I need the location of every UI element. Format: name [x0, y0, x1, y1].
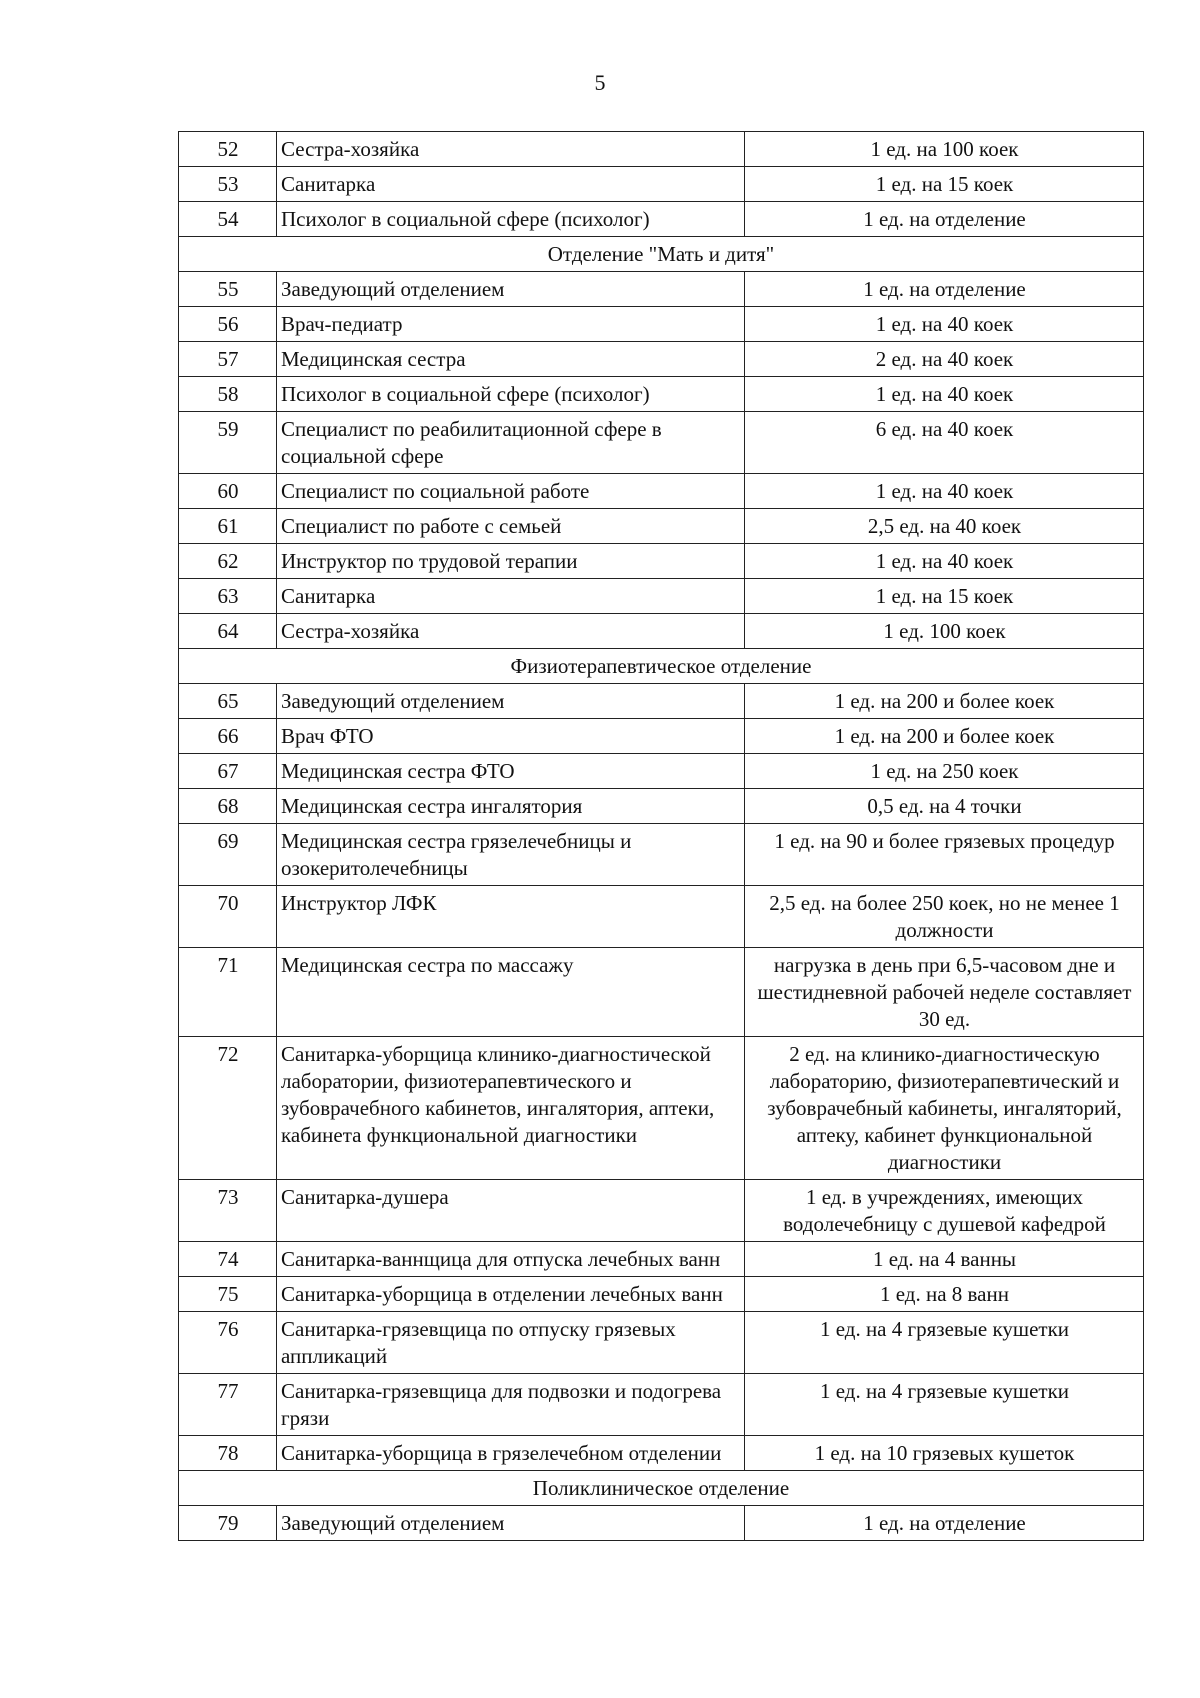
table-row: [179, 412, 1144, 474]
position-cell: Санитарка-уборщица клинико-диагностической лаборатории, физиотерапевтического и зубоврачебного кабинетов, ингалятория, аптеки, кабинета функциональной диагностики: [277, 1037, 745, 1180]
norm-cell: 1 ед. на 40 коек: [745, 307, 1144, 342]
row-number-cell: 58: [179, 377, 277, 412]
table-row: [179, 544, 1144, 579]
position-cell: Врач ФТО: [277, 719, 745, 754]
norm-cell: 1 ед. на 4 грязевые кушетки: [745, 1374, 1144, 1436]
position-cell: Заведующий отделением: [277, 1506, 745, 1541]
norm-cell: 2,5 ед. на 40 коек: [745, 509, 1144, 544]
table-row: [179, 1180, 1144, 1242]
section-title: Поликлиническое отделение: [179, 1471, 1144, 1506]
norm-cell: 1 ед. на отделение: [745, 1506, 1144, 1541]
section-header-row: [179, 1471, 1144, 1506]
norm-cell: 6 ед. на 40 коек: [745, 412, 1144, 474]
row-number-cell: 68: [179, 789, 277, 824]
norm-cell: 1 ед. на отделение: [745, 202, 1144, 237]
section-header-row: [179, 649, 1144, 684]
row-number-cell: 69: [179, 824, 277, 886]
row-number-cell: 72: [179, 1037, 277, 1180]
position-cell: Медицинская сестра по массажу: [277, 948, 745, 1037]
row-number-cell: 74: [179, 1242, 277, 1277]
row-number-cell: 66: [179, 719, 277, 754]
table-row: [179, 474, 1144, 509]
table-row: [179, 1277, 1144, 1312]
norm-cell: нагрузка в день при 6,5-часовом дне и шестидневной рабочей неделе составляет 30 ед.: [745, 948, 1144, 1037]
norm-cell: 1 ед. на 100 коек: [745, 132, 1144, 167]
table-row: [179, 1037, 1144, 1180]
table-body: [179, 132, 1144, 1541]
section-header-row: [179, 237, 1144, 272]
position-cell: Санитарка-душера: [277, 1180, 745, 1242]
norm-cell: 1 ед. на 15 коек: [745, 167, 1144, 202]
row-number-cell: 73: [179, 1180, 277, 1242]
row-number-cell: 63: [179, 579, 277, 614]
row-number-cell: 57: [179, 342, 277, 377]
position-cell: Психолог в социальной сфере (психолог): [277, 202, 745, 237]
row-number-cell: 61: [179, 509, 277, 544]
table-row: [179, 1242, 1144, 1277]
norm-cell: 1 ед. на 90 и более грязевых процедур: [745, 824, 1144, 886]
table-row: [179, 1506, 1144, 1541]
table-row: [179, 202, 1144, 237]
position-cell: Специалист по реабилитационной сфере в социальной сфере: [277, 412, 745, 474]
row-number-cell: 60: [179, 474, 277, 509]
table-row: [179, 1312, 1144, 1374]
norm-cell: 2 ед. на клинико-диагностическую лабораторию, физиотерапевтический и зубоврачебный кабинеты, ингаляторий, аптеку, кабинет функциональной диагностики: [745, 1037, 1144, 1180]
position-cell: Сестра-хозяйка: [277, 614, 745, 649]
position-cell: Заведующий отделением: [277, 684, 745, 719]
position-cell: Санитарка-уборщица в отделении лечебных ванн: [277, 1277, 745, 1312]
position-cell: Медицинская сестра грязелечебницы и озокеритолечебницы: [277, 824, 745, 886]
position-cell: Инструктор по трудовой терапии: [277, 544, 745, 579]
position-cell: Заведующий отделением: [277, 272, 745, 307]
table-row: [179, 1436, 1144, 1471]
row-number-cell: 54: [179, 202, 277, 237]
table-row: [179, 789, 1144, 824]
position-cell: Специалист по работе с семьей: [277, 509, 745, 544]
norm-cell: 1 ед. на 40 коек: [745, 377, 1144, 412]
table-row: [179, 132, 1144, 167]
row-number-cell: 77: [179, 1374, 277, 1436]
row-number-cell: 52: [179, 132, 277, 167]
table-row: [179, 579, 1144, 614]
table-row: [179, 886, 1144, 948]
table-row: [179, 377, 1144, 412]
table-row: [179, 824, 1144, 886]
row-number-cell: 71: [179, 948, 277, 1037]
row-number-cell: 62: [179, 544, 277, 579]
norm-cell: 1 ед. 100 коек: [745, 614, 1144, 649]
row-number-cell: 67: [179, 754, 277, 789]
position-cell: Медицинская сестра ФТО: [277, 754, 745, 789]
page-number: 5: [594, 70, 606, 95]
position-cell: Санитарка-грязевщица по отпуску грязевых аппликаций: [277, 1312, 745, 1374]
norm-cell: 1 ед. на отделение: [745, 272, 1144, 307]
position-cell: Санитарка-уборщица в грязелечебном отделении: [277, 1436, 745, 1471]
table-row: [179, 272, 1144, 307]
row-number-cell: 56: [179, 307, 277, 342]
row-number-cell: 70: [179, 886, 277, 948]
table-row: [179, 754, 1144, 789]
norm-cell: 1 ед. на 40 коек: [745, 474, 1144, 509]
table-row: [179, 1374, 1144, 1436]
norm-cell: 1 ед. на 10 грязевых кушеток: [745, 1436, 1144, 1471]
row-number-cell: 53: [179, 167, 277, 202]
row-number-cell: 59: [179, 412, 277, 474]
norm-cell: 1 ед. на 200 и более коек: [745, 719, 1144, 754]
position-cell: Психолог в социальной сфере (психолог): [277, 377, 745, 412]
norm-cell: 1 ед. в учреждениях, имеющих водолечебницу с душевой кафедрой: [745, 1180, 1144, 1242]
row-number-cell: 64: [179, 614, 277, 649]
section-title: Отделение "Мать и дитя": [179, 237, 1144, 272]
table-row: [179, 719, 1144, 754]
section-title: Физиотерапевтическое отделение: [179, 649, 1144, 684]
table-row: [179, 307, 1144, 342]
position-cell: Санитарка: [277, 167, 745, 202]
norm-cell: 1 ед. на 4 грязевые кушетки: [745, 1312, 1144, 1374]
table-row: [179, 167, 1144, 202]
norm-cell: 1 ед. на 8 ванн: [745, 1277, 1144, 1312]
table-row: [179, 684, 1144, 719]
row-number-cell: 65: [179, 684, 277, 719]
position-cell: Врач-педиатр: [277, 307, 745, 342]
position-cell: Специалист по социальной работе: [277, 474, 745, 509]
row-number-cell: 55: [179, 272, 277, 307]
norm-cell: 2 ед. на 40 коек: [745, 342, 1144, 377]
row-number-cell: 78: [179, 1436, 277, 1471]
norm-cell: 1 ед. на 200 и более коек: [745, 684, 1144, 719]
position-cell: Сестра-хозяйка: [277, 132, 745, 167]
row-number-cell: 79: [179, 1506, 277, 1541]
position-cell: Санитарка-грязевщица для подвозки и подогрева грязи: [277, 1374, 745, 1436]
norm-cell: 0,5 ед. на 4 точки: [745, 789, 1144, 824]
staffing-norms-table: [178, 131, 1144, 1541]
norm-cell: 2,5 ед. на более 250 коек, но не менее 1 должности: [745, 886, 1144, 948]
position-cell: Инструктор ЛФК: [277, 886, 745, 948]
position-cell: Санитарка: [277, 579, 745, 614]
table-row: [179, 509, 1144, 544]
table-row: [179, 614, 1144, 649]
position-cell: Санитарка-ваннщица для отпуска лечебных ванн: [277, 1242, 745, 1277]
norm-cell: 1 ед. на 15 коек: [745, 579, 1144, 614]
position-cell: Медицинская сестра: [277, 342, 745, 377]
position-cell: Медицинская сестра ингалятория: [277, 789, 745, 824]
row-number-cell: 75: [179, 1277, 277, 1312]
norm-cell: 1 ед. на 250 коек: [745, 754, 1144, 789]
table-row: [179, 342, 1144, 377]
norm-cell: 1 ед. на 40 коек: [745, 544, 1144, 579]
table-row: [179, 948, 1144, 1037]
norm-cell: 1 ед. на 4 ванны: [745, 1242, 1144, 1277]
row-number-cell: 76: [179, 1312, 277, 1374]
